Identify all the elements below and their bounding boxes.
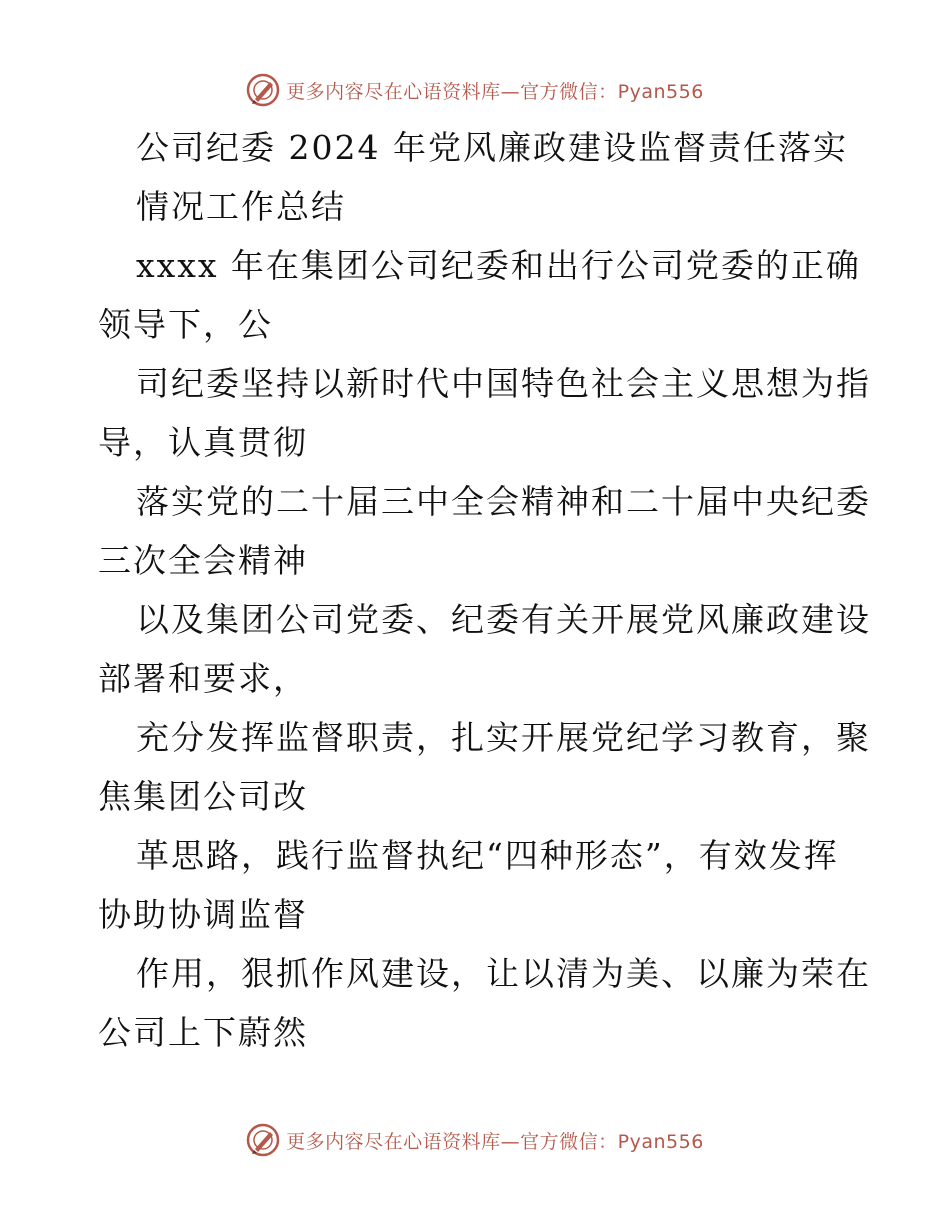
footer-banner (0, 1120, 950, 1160)
paragraph-line: 司纪委坚持以新时代中国特色社会主义思想为指 (136, 364, 871, 403)
title-line-1: 公司纪委 2024 年党风廉政建设监督责任落实 (136, 128, 848, 167)
header-banner (0, 70, 950, 110)
paragraph-line: 协助协调监督 (98, 895, 308, 934)
paragraph-line: 革思路，践行监督执纪“四种形态”，有效发挥 (136, 836, 839, 875)
paragraph-line: 三次全会精神 (98, 541, 308, 580)
paragraph-line: 部署和要求， (98, 659, 308, 698)
pen-logo-icon (246, 1123, 280, 1157)
paragraph-line: xxxx 年在集团公司纪委和出行公司党委的正确 (136, 246, 861, 285)
paragraph-line: 焦集团公司改 (98, 777, 308, 816)
paragraph-line: 落实党的二十届三中全会精神和二十届中央纪委 (136, 482, 871, 521)
banner-text: 更多内容尽在心语资料库—官方微信：Pyan556 (286, 1130, 704, 1153)
paragraph-line: 作用，狠抓作风建设，让以清为美、以廉为荣在 (136, 954, 871, 993)
pen-logo-icon (246, 73, 280, 107)
title-line-2: 情况工作总结 (136, 187, 346, 226)
paragraph-line: 充分发挥监督职责，扎实开展党纪学习教育，聚 (136, 718, 871, 757)
paragraph-line: 公司上下蔚然 (98, 1013, 308, 1052)
paragraph-line: 领导下，公 (98, 305, 273, 344)
paragraph-line: 导，认真贯彻 (98, 423, 308, 462)
paragraph-line: 以及集团公司党委、纪委有关开展党风廉政建设 (136, 600, 871, 639)
document-body (98, 118, 871, 1062)
banner-text: 更多内容尽在心语资料库—官方微信：Pyan556 (286, 80, 704, 103)
